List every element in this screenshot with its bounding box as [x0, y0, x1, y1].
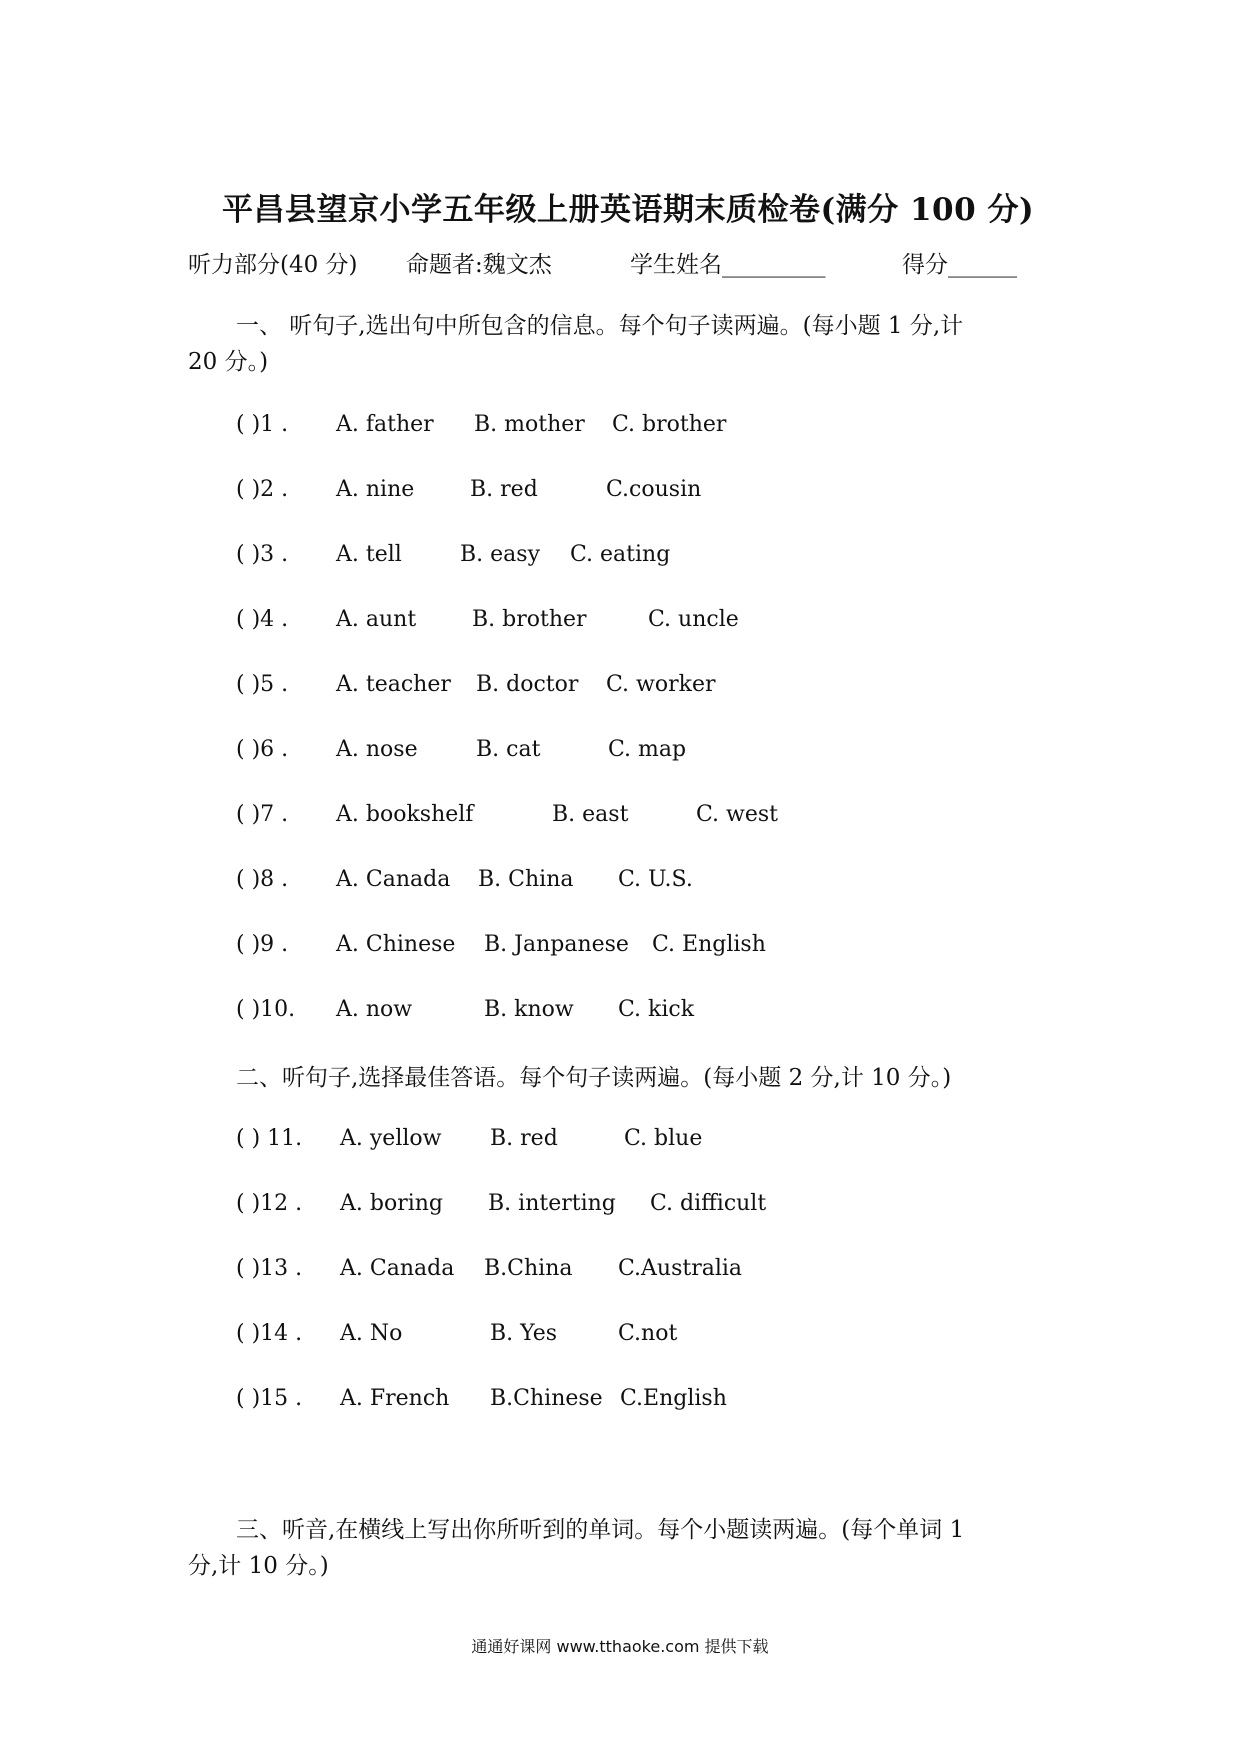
question-number: ( )7 .	[236, 802, 289, 827]
option-b: B. brother	[472, 607, 587, 632]
question-number: ( )5 .	[236, 672, 289, 697]
question-row	[0, 477, 1240, 507]
option-c: C.Australia	[618, 1256, 743, 1281]
question-number: ( )4 .	[236, 607, 289, 632]
option-c: C.English	[620, 1386, 727, 1411]
part3-heading-line1: 三、听音,在横线上写出你所听到的单词。每个小题读两遍。(每个单词 1	[236, 1517, 965, 1543]
option-a: A. bookshelf	[336, 802, 474, 827]
option-c: C.cousin	[606, 477, 702, 502]
option-a: A. nine	[336, 477, 415, 502]
question-row	[0, 1321, 1240, 1351]
option-b: B. China	[478, 867, 574, 892]
question-number: ( )3 .	[236, 542, 289, 567]
option-c: C. eating	[570, 542, 671, 567]
option-c: C. map	[608, 737, 687, 762]
option-c: C. U.S.	[618, 867, 693, 892]
option-c: C. brother	[612, 412, 727, 437]
score-field: 得分______	[902, 252, 1017, 278]
option-c: C. difficult	[650, 1191, 767, 1216]
part3-heading	[188, 1512, 1056, 1584]
question-row	[0, 1256, 1240, 1286]
question-number: ( )8 .	[236, 867, 289, 892]
option-b: B. interting	[488, 1191, 616, 1216]
option-a: A. Canada	[340, 1256, 455, 1281]
question-row	[0, 1126, 1240, 1156]
question-row	[0, 802, 1240, 832]
option-b: B. east	[552, 802, 629, 827]
option-b: B. easy	[460, 542, 541, 567]
question-number: ( )15 .	[236, 1386, 303, 1411]
student-name-field: 学生姓名_________	[630, 252, 826, 278]
question-row	[0, 607, 1240, 637]
option-b: B.China	[484, 1256, 573, 1281]
option-c: C. worker	[606, 672, 716, 697]
option-b: B. know	[484, 997, 574, 1022]
option-a: A. father	[336, 412, 434, 437]
question-row	[0, 542, 1240, 572]
question-number: ( )1 .	[236, 412, 289, 437]
question-number: ( )12 .	[236, 1191, 303, 1216]
option-a: A. Canada	[336, 867, 451, 892]
question-number: ( )2 .	[236, 477, 289, 502]
question-number: ( )6 .	[236, 737, 289, 762]
option-a: A. aunt	[336, 607, 417, 632]
option-c: C. English	[652, 932, 766, 957]
option-a: A. tell	[336, 542, 402, 567]
question-row	[0, 737, 1240, 767]
question-row	[0, 997, 1240, 1027]
option-a: A. yellow	[340, 1126, 442, 1151]
part1-heading-line2: 20 分。)	[188, 349, 269, 375]
question-row	[0, 867, 1240, 897]
option-a: A. teacher	[336, 672, 451, 697]
part1-heading	[188, 308, 1056, 380]
question-number: ( ) 11.	[236, 1126, 303, 1151]
option-b: B. Janpanese	[484, 932, 629, 957]
question-number: ( )10.	[236, 997, 296, 1022]
option-c: C. uncle	[648, 607, 739, 632]
question-number: ( )14 .	[236, 1321, 303, 1346]
option-b: B. red	[490, 1126, 558, 1151]
option-b: B. doctor	[476, 672, 579, 697]
exam-info-line	[188, 246, 1068, 280]
author-label: 命题者:魏文杰	[406, 252, 552, 278]
question-row	[0, 1386, 1240, 1416]
part2-heading: 二、听句子,选择最佳答语。每个句子读两遍。(每小题 2 分,计 10 分。)	[236, 1065, 952, 1091]
option-c: C.not	[618, 1321, 678, 1346]
question-row	[0, 1191, 1240, 1221]
question-number: ( )9 .	[236, 932, 289, 957]
question-row	[0, 932, 1240, 962]
page-title: 平昌县望京小学五年级上册英语期末质检卷(满分 100 分)	[222, 192, 1035, 228]
download-footer: 通通好课网 www.tthaoke.com 提供下载	[471, 1637, 769, 1656]
option-b: B. cat	[476, 737, 541, 762]
option-b: B. Yes	[490, 1321, 558, 1346]
option-c: C. blue	[624, 1126, 703, 1151]
option-a: A. Chinese	[336, 932, 456, 957]
option-a: A. No	[340, 1321, 403, 1346]
option-c: C. west	[696, 802, 779, 827]
section-label: 听力部分(40 分)	[188, 252, 358, 278]
option-b: B. mother	[474, 412, 585, 437]
option-a: A. French	[340, 1386, 450, 1411]
option-c: C. kick	[618, 997, 695, 1022]
option-b: B. red	[470, 477, 538, 502]
option-a: A. boring	[340, 1191, 444, 1216]
option-a: A. nose	[336, 737, 418, 762]
part3-heading-line2: 分,计 10 分。)	[188, 1553, 329, 1579]
question-row	[0, 412, 1240, 442]
part1-heading-line1: 一、 听句子,选出句中所包含的信息。每个句子读两遍。(每小题 1 分,计	[236, 313, 964, 339]
question-number: ( )13 .	[236, 1256, 303, 1281]
option-b: B.Chinese	[490, 1386, 603, 1411]
question-row	[0, 672, 1240, 702]
option-a: A. now	[336, 997, 413, 1022]
